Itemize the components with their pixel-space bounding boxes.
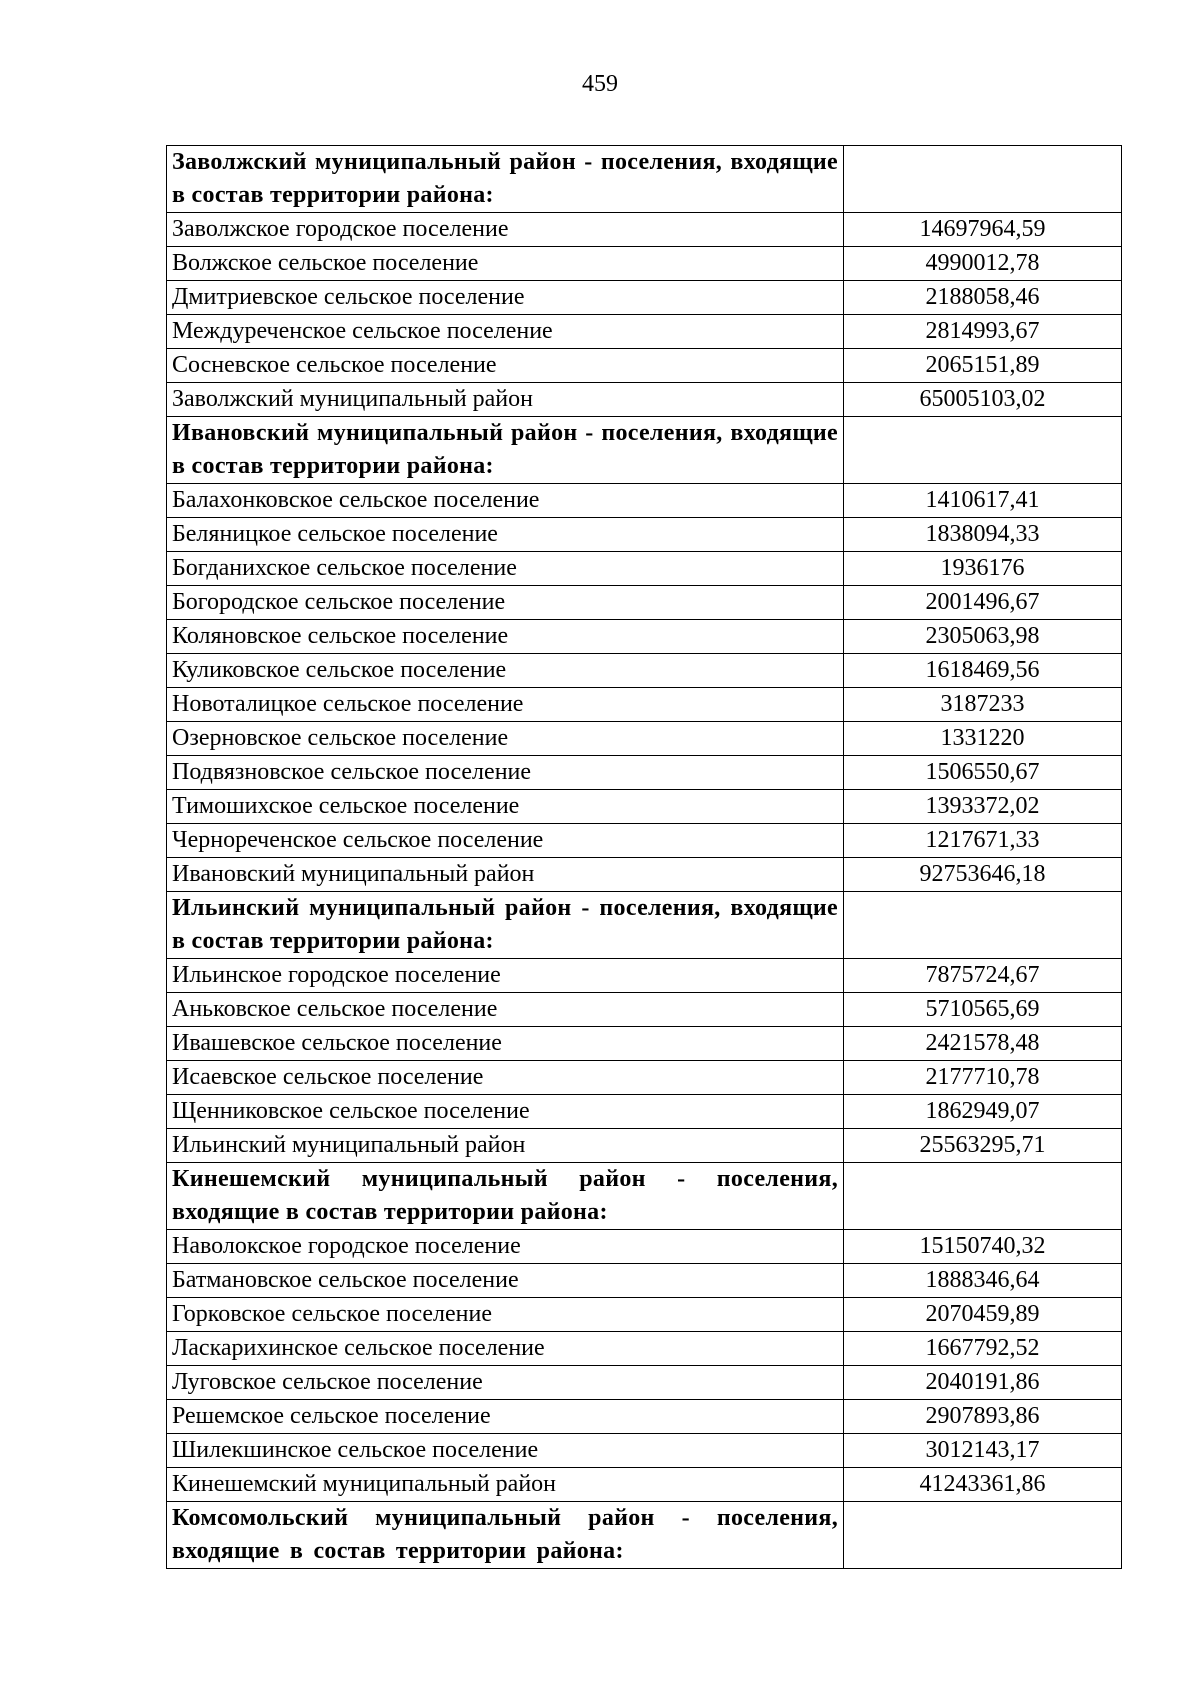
settlement-name-cell: Щенниковское сельское поселение	[167, 1095, 844, 1129]
table-row	[167, 1027, 1122, 1061]
table-row	[167, 959, 1122, 993]
amount-cell: 1838094,33	[844, 518, 1122, 552]
district-header-cell: Кинешемский муниципальный район - поселения, входящие в состав территории района:	[167, 1163, 844, 1230]
amount-cell: 5710565,69	[844, 993, 1122, 1027]
settlement-name-cell: Сосневское сельское поселение	[167, 349, 844, 383]
table-row	[167, 213, 1122, 247]
amount-cell: 25563295,71	[844, 1129, 1122, 1163]
settlement-name-cell: Беляницкое сельское поселение	[167, 518, 844, 552]
settlement-name-cell: Батмановское сельское поселение	[167, 1264, 844, 1298]
table-row	[167, 281, 1122, 315]
amount-cell: 1331220	[844, 722, 1122, 756]
settlement-name-cell: Волжское сельское поселение	[167, 247, 844, 281]
amount-cell	[844, 1163, 1122, 1230]
settlement-name-cell: Заволжский муниципальный район	[167, 383, 844, 417]
amount-cell: 2188058,46	[844, 281, 1122, 315]
table-row	[167, 349, 1122, 383]
table-row	[167, 484, 1122, 518]
amount-cell: 2065151,89	[844, 349, 1122, 383]
table-row	[167, 1434, 1122, 1468]
table-row	[167, 518, 1122, 552]
amount-cell: 4990012,78	[844, 247, 1122, 281]
table-row	[167, 654, 1122, 688]
settlement-name-cell: Ильинский муниципальный район	[167, 1129, 844, 1163]
amount-cell: 3187233	[844, 688, 1122, 722]
amount-cell: 3012143,17	[844, 1434, 1122, 1468]
settlement-name-cell: Богданихское сельское поселение	[167, 552, 844, 586]
settlement-name-cell: Горковское сельское поселение	[167, 1298, 844, 1332]
table-row	[167, 247, 1122, 281]
table-row	[167, 993, 1122, 1027]
settlement-name-cell: Озерновское сельское поселение	[167, 722, 844, 756]
table-row	[167, 586, 1122, 620]
budget-table	[166, 145, 1122, 1569]
amount-cell	[844, 146, 1122, 213]
table-row	[167, 1366, 1122, 1400]
table-row	[167, 315, 1122, 349]
amount-cell: 92753646,18	[844, 858, 1122, 892]
amount-cell: 2421578,48	[844, 1027, 1122, 1061]
table-row	[167, 1230, 1122, 1264]
settlement-name-cell: Междуреченское сельское поселение	[167, 315, 844, 349]
amount-cell: 1393372,02	[844, 790, 1122, 824]
amount-cell: 65005103,02	[844, 383, 1122, 417]
settlement-name-cell: Шилекшинское сельское поселение	[167, 1434, 844, 1468]
settlement-name-cell: Исаевское сельское поселение	[167, 1061, 844, 1095]
table-row	[167, 1468, 1122, 1502]
table-row	[167, 1298, 1122, 1332]
settlement-name-cell: Богородское сельское поселение	[167, 586, 844, 620]
amount-cell: 1862949,07	[844, 1095, 1122, 1129]
table-row	[167, 1400, 1122, 1434]
table-row	[167, 824, 1122, 858]
table-row	[167, 1061, 1122, 1095]
settlement-name-cell: Куликовское сельское поселение	[167, 654, 844, 688]
table-row	[167, 790, 1122, 824]
district-header-row	[167, 1502, 1122, 1569]
district-header-row	[167, 417, 1122, 484]
amount-cell: 2040191,86	[844, 1366, 1122, 1400]
amount-cell: 41243361,86	[844, 1468, 1122, 1502]
amount-cell: 2070459,89	[844, 1298, 1122, 1332]
amount-cell: 1888346,64	[844, 1264, 1122, 1298]
settlement-name-cell: Аньковское сельское поселение	[167, 993, 844, 1027]
settlement-name-cell: Новоталицкое сельское поселение	[167, 688, 844, 722]
district-header-row	[167, 1163, 1122, 1230]
amount-cell	[844, 417, 1122, 484]
settlement-name-cell: Подвязновское сельское поселение	[167, 756, 844, 790]
settlement-name-cell: Дмитриевское сельское поселение	[167, 281, 844, 315]
settlement-name-cell: Заволжское городское поселение	[167, 213, 844, 247]
table-row	[167, 756, 1122, 790]
amount-cell: 2177710,78	[844, 1061, 1122, 1095]
district-header-cell: Комсомольский муниципальный район - поселения, входящие в состав территории района:	[167, 1502, 844, 1569]
district-header-cell: Ивановский муниципальный район - поселения, входящие в состав территории района:	[167, 417, 844, 484]
amount-cell: 1936176	[844, 552, 1122, 586]
settlement-name-cell: Коляновское сельское поселение	[167, 620, 844, 654]
district-header-row	[167, 892, 1122, 959]
settlement-name-cell: Чернореченское сельское поселение	[167, 824, 844, 858]
settlement-name-cell: Тимошихское сельское поселение	[167, 790, 844, 824]
settlement-name-cell: Ивановский муниципальный район	[167, 858, 844, 892]
amount-cell: 14697964,59	[844, 213, 1122, 247]
amount-cell: 1618469,56	[844, 654, 1122, 688]
settlement-name-cell: Ивашевское сельское поселение	[167, 1027, 844, 1061]
settlement-name-cell: Наволокское городское поселение	[167, 1230, 844, 1264]
district-header-row	[167, 146, 1122, 213]
settlement-name-cell: Луговское сельское поселение	[167, 1366, 844, 1400]
amount-cell: 15150740,32	[844, 1230, 1122, 1264]
settlement-name-cell: Ильинское городское поселение	[167, 959, 844, 993]
district-header-cell: Заволжский муниципальный район - поселения, входящие в состав территории района:	[167, 146, 844, 213]
table-row	[167, 1264, 1122, 1298]
table-row	[167, 383, 1122, 417]
table-row	[167, 722, 1122, 756]
amount-cell: 2814993,67	[844, 315, 1122, 349]
amount-cell: 1410617,41	[844, 484, 1122, 518]
amount-cell: 2305063,98	[844, 620, 1122, 654]
amount-cell: 1667792,52	[844, 1332, 1122, 1366]
district-header-cell: Ильинский муниципальный район - поселения, входящие в состав территории района:	[167, 892, 844, 959]
table-row	[167, 1332, 1122, 1366]
table-row	[167, 620, 1122, 654]
amount-cell	[844, 1502, 1122, 1569]
table-row	[167, 1129, 1122, 1163]
page-number: 459	[582, 71, 618, 97]
table-row	[167, 688, 1122, 722]
amount-cell: 7875724,67	[844, 959, 1122, 993]
amount-cell: 2907893,86	[844, 1400, 1122, 1434]
table-row	[167, 858, 1122, 892]
table-row	[167, 1095, 1122, 1129]
amount-cell	[844, 892, 1122, 959]
table-row	[167, 552, 1122, 586]
amount-cell: 2001496,67	[844, 586, 1122, 620]
settlement-name-cell: Ласкарихинское сельское поселение	[167, 1332, 844, 1366]
amount-cell: 1217671,33	[844, 824, 1122, 858]
budget-table-body	[167, 146, 1122, 1569]
settlement-name-cell: Балахонковское сельское поселение	[167, 484, 844, 518]
settlement-name-cell: Решемское сельское поселение	[167, 1400, 844, 1434]
amount-cell: 1506550,67	[844, 756, 1122, 790]
settlement-name-cell: Кинешемский муниципальный район	[167, 1468, 844, 1502]
